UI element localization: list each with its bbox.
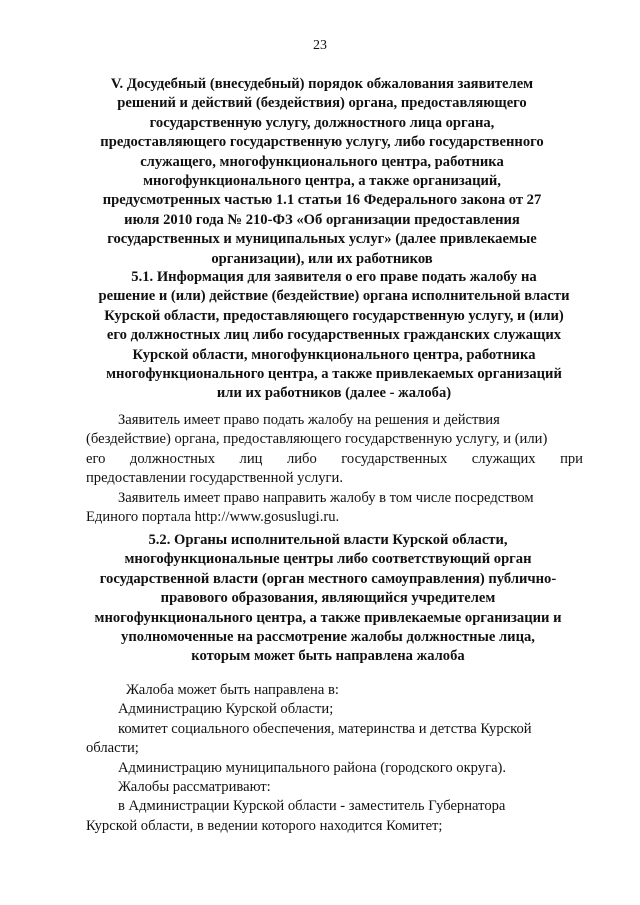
section-5-2-title-line: государственной власти (орган местного самоуправления) публично- xyxy=(99,570,557,587)
section-5-title-line: предоставляющего государственную услугу, либо государственного xyxy=(100,134,544,151)
section-5-title-line: организации), или их работников xyxy=(211,250,433,267)
word: либо xyxy=(286,450,317,467)
list-item: комитет социального обеспечения, материнства и детства Курской xyxy=(118,720,532,737)
paragraph-line: Заявитель имеет право подать жалобу на решения и действия xyxy=(118,412,500,428)
list-heading: Жалобы рассматривают: xyxy=(118,779,271,796)
section-5-2-title-line: уполномоченные на рассмотрение жалобы должностные лица, xyxy=(121,629,535,646)
section-5-1-title-line: многофункционального центра, а также привлекаемых организаций xyxy=(106,366,562,383)
section-5-1-title xyxy=(84,268,584,404)
section-5-title-line: государственных и муниципальных услуг» (далее привлекаемые xyxy=(107,231,537,248)
section-5-2-title-line: которым может быть направлена жалоба xyxy=(191,648,465,665)
section-5-title-line: V. Досудебный (внесудебный) порядок обжалования заявителем xyxy=(110,76,534,92)
section-5-2-title xyxy=(72,531,584,667)
section-5-2-title-line: правового образования, являющийся учредителем xyxy=(160,590,496,607)
list-intro: Жалоба может быть направлена в: xyxy=(126,682,339,698)
section-5-title-line: июля 2010 года № 210-ФЗ «Об организации предоставления xyxy=(124,211,520,228)
section-5-1-title-line: его должностных лиц либо государственных гражданских служащих xyxy=(106,327,562,344)
paragraph-justified-line xyxy=(86,450,583,469)
section-5-2-title-line: 5.2. Органы исполнительной власти Курской области, xyxy=(148,532,508,548)
word: лиц xyxy=(239,450,263,467)
word: должностных xyxy=(129,450,216,467)
section-5-title-line: предусмотренных частью 1.1 статьи 16 Федерального закона от 27 xyxy=(102,192,542,209)
section-5-title-line: государственную услугу, должностного лица органа, xyxy=(149,114,495,131)
section-5-1-title-line: или их работников (далее - жалоба) xyxy=(216,385,452,402)
paragraph-line: (бездействие) органа, предоставляющего государственную услугу, и (или) xyxy=(86,431,548,448)
section-5-1-title-line: решение и (или) действие (бездействие) органа исполнительной власти xyxy=(98,288,570,305)
page-number: 23 xyxy=(313,38,327,53)
list-item-continuation: области; xyxy=(86,740,139,757)
paragraph-line: Заявитель имеет право направить жалобу в том числе посредством xyxy=(118,489,534,506)
word: государственных xyxy=(341,450,448,467)
section-5-title xyxy=(60,75,584,269)
section-5-1-title-line: Курской области, многофункционального центра, работника xyxy=(132,346,536,363)
word: его xyxy=(86,450,106,467)
section-5-title-line: решений и действий (бездействия) органа, предоставляющего xyxy=(117,95,527,112)
word: служащих xyxy=(471,450,536,467)
list-item: Администрацию муниципального района (городского округа). xyxy=(118,759,507,776)
paragraph-line: Единого портала http://www.gosuslugi.ru. xyxy=(86,509,340,526)
section-5-2-title-line: многофункционального центра, а также привлекаемые организации и xyxy=(94,609,562,626)
section-5-1-title-line: Курской области, предоставляющего государственную услугу, и (или) xyxy=(104,307,564,324)
section-5-2-title-line: многофункциональные центры либо соответствующий орган xyxy=(124,551,532,568)
section-5-1-title-line: 5.1. Информация для заявителя о его праве подать жалобу на xyxy=(131,269,537,285)
complaint-destinations xyxy=(86,681,583,836)
paragraph-line: предоставлении государственной услуги. xyxy=(86,470,343,487)
section-5-title-line: служащего, многофункционального центра, работника xyxy=(140,153,504,170)
section-5-title-line: многофункционального центра, а также организаций, xyxy=(143,173,501,190)
list-item: в Администрации Курской области - заместитель Губернатора xyxy=(118,798,506,815)
list-item: Администрацию Курской области; xyxy=(118,701,334,718)
list-item-continuation: Курской области, в ведении которого находится Комитет; xyxy=(86,817,443,834)
paragraph-right-to-complain xyxy=(86,411,583,527)
word: при xyxy=(560,450,583,467)
